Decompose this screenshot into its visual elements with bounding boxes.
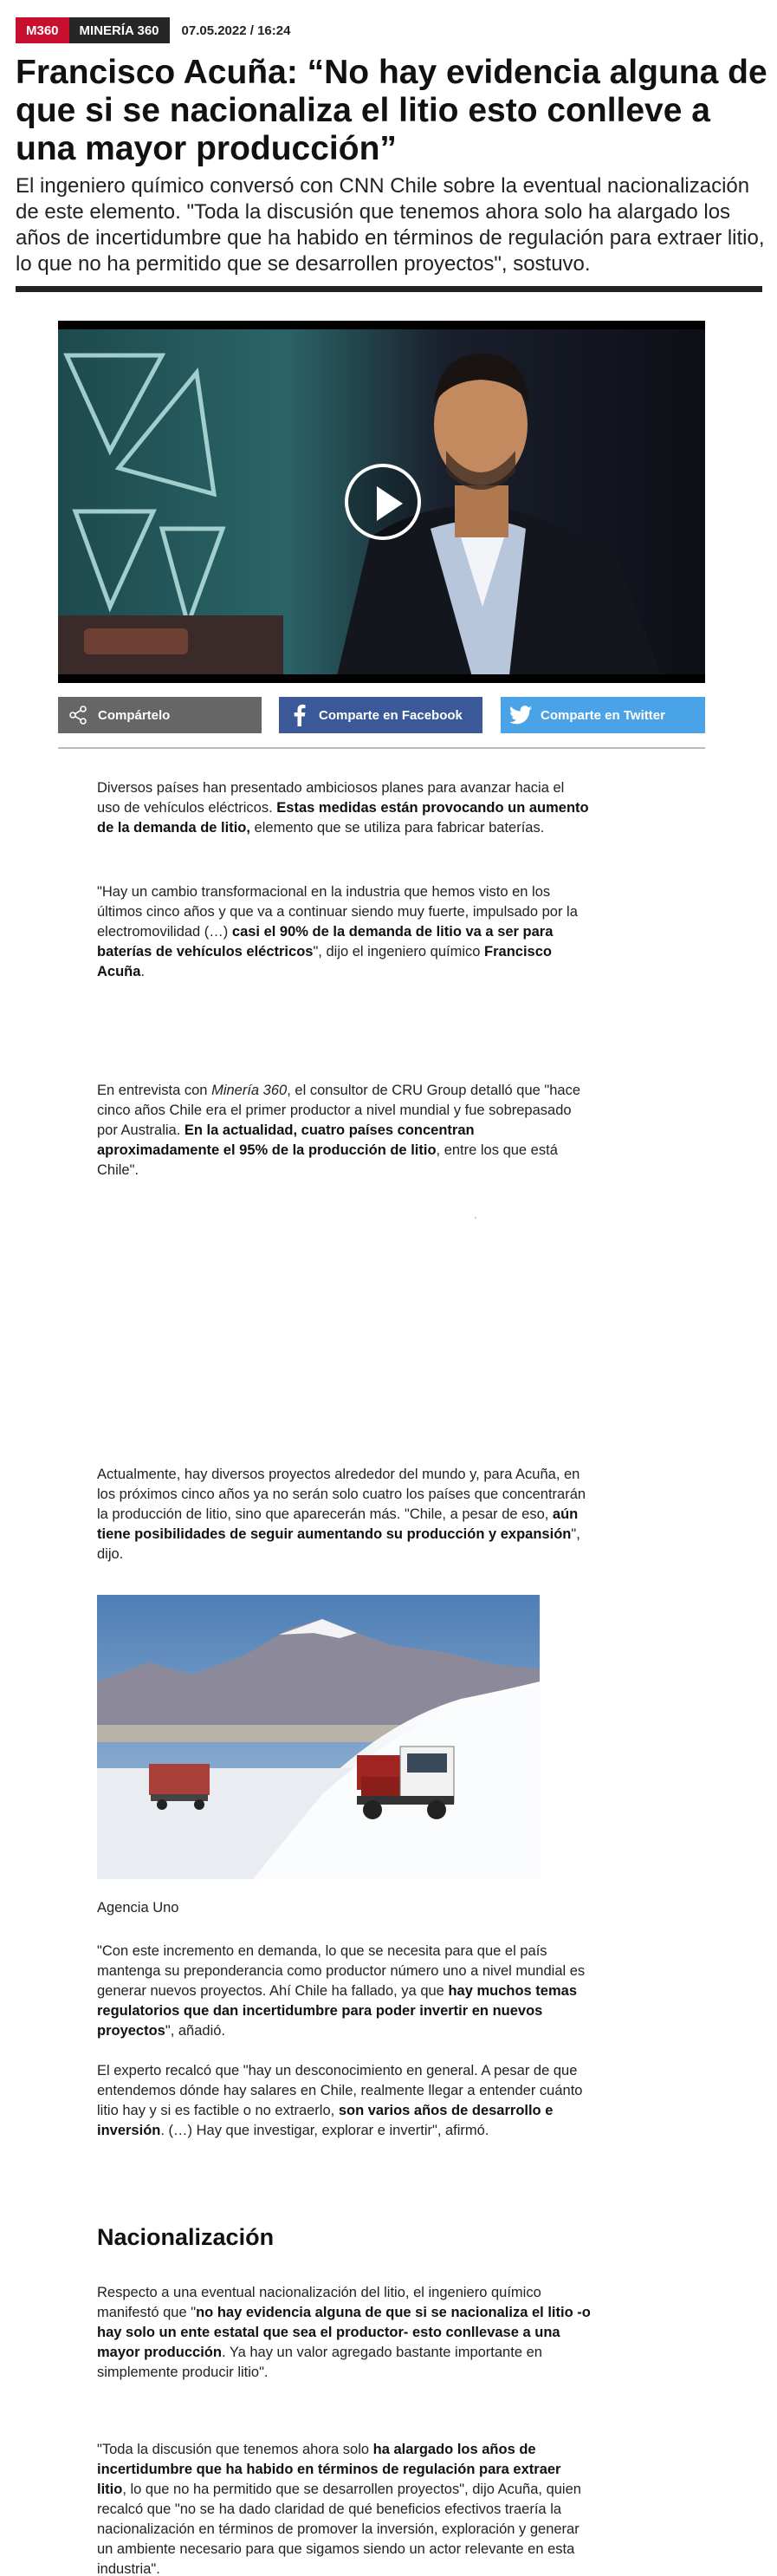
video-player[interactable]: [58, 321, 705, 683]
facebook-share-label: Comparte en Facebook: [319, 707, 463, 723]
photo-caption: Agencia Uno: [97, 1900, 179, 1916]
play-button[interactable]: [345, 464, 421, 540]
article-lead: El ingeniero químico conversó con CNN Chile sobre la eventual nacionalización de este elemento. "Toda la discusión que tenemos ahora solo ha alargado los años de incertidumbre que ha habido en términos de regulación para extraer litio, lo que no ha permitido que se desarrollen proyectos", sostuvo.: [16, 174, 765, 276]
paragraph-8: "Toda la discusión que tenemos ahora solo ha alargado los años de incertidumbre que ha habido en términos de regulación para extraer litio, lo que no ha permitido que se desarrollen proyectos", dijo Acuña, quien recalcó que "no se ha dado claridad de qué beneficios efectivos traería la nacionalización en términos de promover la inversión, exploración y generar un ambiente necesario para que sigamos siendo un actor relevante en esta industria".: [97, 2442, 581, 2576]
publish-date: 07.05.2022 / 16:24: [181, 23, 291, 38]
twitter-icon: [501, 697, 541, 733]
article-title: Francisco Acuña: “No hay evidencia alguna de que si se nacionaliza el litio esto conlleve a una mayor producción”: [16, 54, 767, 167]
paragraph-2: "Hay un cambio transformacional en la industria que hemos visto en los últimos cinco años y que va a continuar siendo muy fuerte, impulsado por la electromovilidad (…) casi el 90% de la demanda de litio va a ser para baterías de vehículos eléctricos", dijo el ingeniero químico Francisco Acuña.: [97, 884, 578, 979]
paragraph-6: El experto recalcó que "hay un desconocimiento en general. A pesar de que entendemos dónde hay salares en Chile, realmente llegar a entender cuánto litio hay y si es factible o no extraerlo, son varios años de desarrollo e inversión. (…) Hay que investigar, explorar e invertir", afirmó.: [97, 2063, 583, 2138]
article-tags: [16, 17, 290, 43]
facebook-share-button[interactable]: [279, 697, 482, 733]
paragraph-1: Diversos países han presentado ambiciosos planes para avanzar hacia el uso de vehículos eléctricos. Estas medidas están provocando un aumento de la demanda de litio, elemento que se utiliza para fabricar baterías.: [97, 780, 589, 836]
share-label: Compártelo: [98, 707, 171, 723]
brand-tag[interactable]: M360: [16, 17, 69, 43]
paragraph-5: "Con este incremento en demanda, lo que se necesita para que el país mantenga su preponderancia como productor número uno a nivel mundial es generar nuevos proyectos. Ahí Chile ha fallado, ya que hay muchos temas regulatorios que dan incertidumbre para poder invertir en nuevos proyectos", añadió.: [97, 1943, 586, 2039]
article-photo: [97, 1595, 540, 1879]
section-tag[interactable]: MINERÍA 360: [69, 17, 170, 43]
twitter-share-label: Comparte en Twitter: [541, 707, 665, 723]
paragraph-3: En entrevista con Minería 360, el consultor de CRU Group detalló que "hace cinco años Chile era el primer productor a nivel mundial y fue sobrepasado por Australia. En la actualidad, cuatro países concentran aproximadamente el 95% de la producción de litio, entre los que está Chile".: [97, 1083, 581, 1178]
section-subheading: Nacionalización: [97, 2224, 275, 2250]
share-button[interactable]: [58, 697, 262, 733]
paragraph-7: Respecto a una eventual nacionalización del litio, el ingeniero químico manifestó que "no hay evidencia alguna de que si se nacionaliza el litio -o hay solo un ente estatal que sea el productor- esto conllevase a una mayor producción. Ya hay un valor agregado bastante importante en simplemente producir litio".: [97, 2285, 591, 2380]
share-divider: [58, 747, 705, 749]
share-icon: [58, 697, 98, 733]
paragraph-4: Actualmente, hay diversos proyectos alrededor del mundo y, para Acuña, en los próximos cinco años ya no serán solo cuatro los países que concentrarán la producción de litio, sino que aparecerán más. "Chile, a pesar de eso, aún tiene posibilidades de seguir aumentando su producción y expansión", dijo.: [97, 1467, 586, 1562]
header-divider: [16, 286, 762, 292]
ad-placeholder: [475, 1217, 476, 1219]
twitter-share-button[interactable]: [501, 697, 705, 733]
facebook-icon: [279, 697, 319, 733]
